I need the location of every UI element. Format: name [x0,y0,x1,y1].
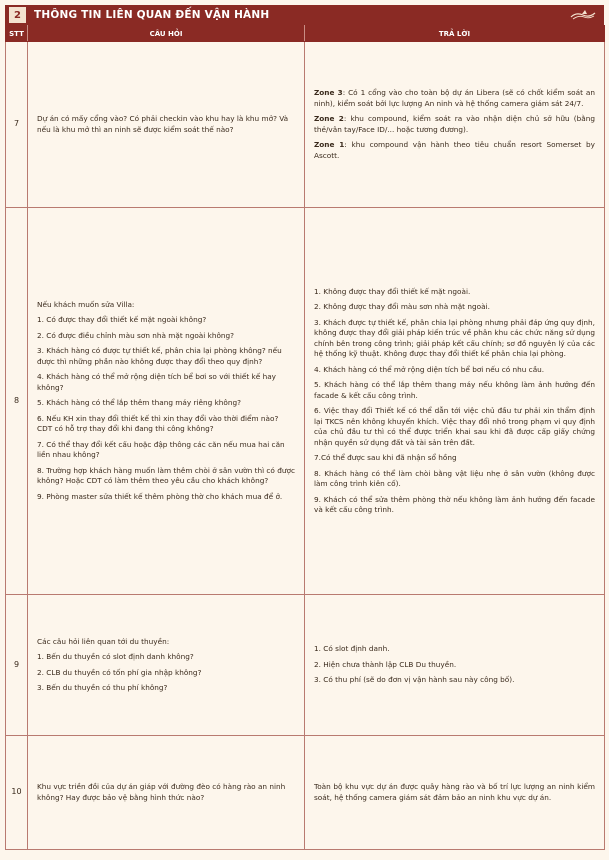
answer-text: 1. Có slot định danh. [314,644,390,654]
answer-text: 3. Khách được tự thiết kế, phân chia lại phòng nhưng phải đáp ứng quy định, không được thay đổi giải pháp kiến trúc về phân khu các chức năng sử dụng chính bên trong công trình; giải pháp kết cấu chính; sơ đồ nguyên lý của các hệ thống kỹ thuật. Không được thay đổi thiết kế phân chia lại phòng. [314,317,595,358]
table-row [6,208,605,595]
answer-line [314,88,595,109]
row-number: 8 [6,208,28,595]
answer-zone-label: Zone 2 [314,114,344,123]
answer-line [314,380,595,401]
answer-line [314,140,595,161]
answer-line [314,406,595,448]
answer-line [314,302,595,313]
question-cell [28,595,305,736]
question-line: 1. Có được thay đổi thiết kế mặt ngoài không? [37,315,207,325]
answer-cell [305,595,605,736]
answer-text: Toàn bộ khu vực dự án được quây hàng rào và bố trí lực lượng an ninh kiểm soát, hệ thống camera giám sát đảm bảo an ninh khu vực dự án. [314,782,595,802]
answer-line [314,114,595,135]
answer-line [314,469,595,490]
question-cell [28,736,305,850]
section-header [5,5,604,25]
answer-cell [305,208,605,595]
answer-line [314,660,595,671]
answer-line [314,318,595,360]
section-title: THÔNG TIN LIÊN QUAN ĐẾN VẬN HÀNH [34,9,270,21]
answer-text: 7.Có thể được sau khi đã nhận sổ hồng [314,453,457,462]
column-header-stt: STT [6,26,28,42]
question-line: Các câu hỏi liên quan tới du thuyền: [37,636,170,646]
answer-line [314,453,595,464]
answer-cell [305,42,605,208]
question-line: 7. Có thể thay đổi kết cấu hoặc đập thông các căn nếu mua hai căn liền nhau không? [37,439,285,460]
answer-cell [305,736,605,850]
question-line: 9. Phòng master sửa thiết kế thêm phòng thờ cho khách mua để ở. [37,491,283,501]
question-line: 2. Có được điều chỉnh màu sơn nhà mặt ngoài không? [37,330,235,340]
question-line: 6. Nếu KH xin thay đổi thiết kế thì xin thay đổi vào thời điểm nào? CDT có hỗ trợ thay đổi khi đang thi công không? [37,413,279,434]
question-cell [28,208,305,595]
column-header-answer: TRẢ LỜI [305,26,605,42]
question-line: 5. Khách hàng có thể lắp thêm thang máy riêng không? [37,398,242,408]
question-line: 4. Khách hàng có thể mở rộng diện tích bể bơi so với thiết kế hay không? [37,372,276,392]
answer-text: : khu compound, kiểm soát ra vào nhận diện chủ sở hữu (bằng thẻ/vân tay/Face ID/... hoặc tương đương). [314,114,595,134]
answer-line [314,644,595,655]
question-line: 3. Bến du thuyền có thu phí không? [37,683,168,692]
question-cell [28,42,305,208]
answer-text: 4. Khách hàng có thể mở rộng diện tích bể bơi nếu có nhu cầu. [314,364,545,374]
answer-line [314,675,595,686]
table-header-row [6,26,605,42]
question-line: 1. Bến du thuyền có slot định danh không? [37,652,194,661]
column-header-question: CÂU HỎI [28,26,305,42]
table-row [6,736,605,850]
row-number: 9 [6,595,28,736]
question-line: 3. Khách hàng có được tự thiết kế, phân chia lại phòng không? nếu được thì những phần nào không được thay đổi theo quy định? [37,346,282,366]
answer-text: : khu compound vận hành theo tiêu chuẩn resort Somerset by Ascott. [314,140,595,160]
answer-zone-label: Zone 1 [314,140,345,149]
question-line: 8. Trường hợp khách hàng muốn làm thêm chòi ở sân vườn thì có được không? Hoặc CDT có làm thêm theo yêu cầu cho khách không? [37,465,295,486]
wave-logo-icon [570,9,596,21]
answer-text: 2. Hiện chưa thành lập CLB Du thuyền. [314,659,457,669]
section-number: 2 [9,7,26,23]
answer-line [314,495,595,516]
answer-text: 2. Không được thay đổi màu sơn nhà mặt ngoài. [314,302,490,311]
table-row [6,42,605,208]
answer-text: 3. Có thu phí (sẽ do đơn vị vận hành sau này công bố). [314,675,515,685]
question-line: Dự án có mấy cổng vào? Có phải checkin vào khu hay là khu mở? Và nếu là khu mở thì an ninh sẽ được kiểm soát thế nào? [37,114,289,134]
answer-text: 5. Khách hàng có thể lắp thêm thang máy nếu không làm ảnh hưởng đến facade & kết cấu công trình. [314,380,595,400]
question-line: 2. CLB du thuyền có tốn phí gia nhập không? [37,667,202,677]
answer-text: 1. Không được thay đổi thiết kế mặt ngoài. [314,286,471,296]
answer-text: 6. Việc thay đổi Thiết kế có thể dẫn tới việc chủ đầu tư phải xin thẩm định lại TKCS nên không khuyến khích. Việc thay đổi nhỏ trong phạm vi quy định của chủ đầu tư thì có thể được triển khai sau khi đã được cấp giấy chứng nhận quyền sử dụng đất và tài sản trên đất. [314,406,595,447]
question-line: Khu vực triền đồi của dự án giáp với đường đèo có hàng rào an ninh không? Hay được bảo vệ bằng hình thức nào? [37,782,286,802]
table-row [6,595,605,736]
answer-line [314,287,595,298]
answer-text: 8. Khách hàng có thể làm chòi bằng vật liệu nhẹ ở sân vườn (không được làm công trình kiên cố). [314,468,595,488]
answer-line [314,782,595,803]
row-number: 10 [6,736,28,850]
answer-text: : Có 1 cổng vào cho toàn bộ dự án Libera (sẽ có chốt kiểm soát an ninh), kiểm soát bởi lực lượng An ninh và hệ thống camera giám sát 24/7. [314,88,595,108]
table-body [6,42,605,850]
row-number: 7 [6,42,28,208]
answer-zone-label: Zone 3 [314,88,343,97]
question-line: Nếu khách muốn sửa Villa: [37,299,135,309]
answer-text: 9. Khách có thể sửa thêm phòng thờ nếu không làm ảnh hưởng đến facade và kết cấu công trình. [314,494,595,514]
qa-table [5,25,605,850]
answer-line [314,365,595,376]
